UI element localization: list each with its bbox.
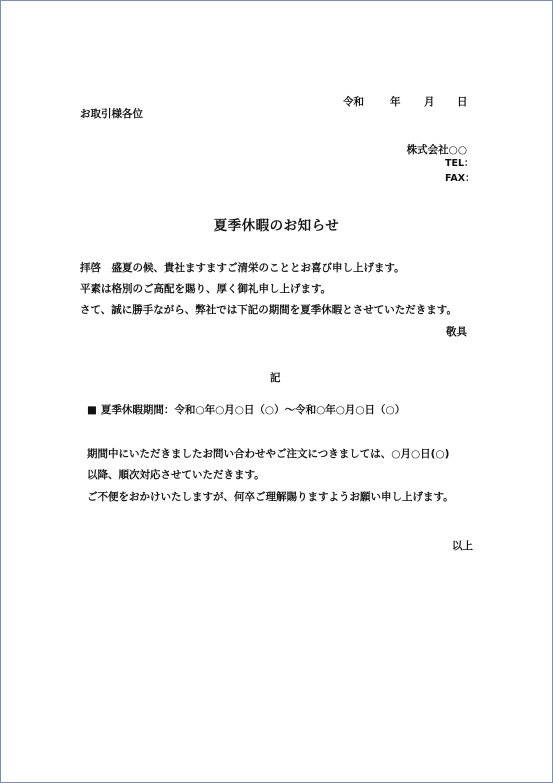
holiday-period xyxy=(87,403,405,417)
page-title: 夏季休暇のお知らせ xyxy=(213,218,340,234)
date-month: 月 xyxy=(424,96,435,108)
note-line-1: 期間中にいただきましたお問い合わせやご注文につきましては、○月○日(○) xyxy=(87,448,450,460)
sender-tel: TEL： xyxy=(445,158,474,169)
greeting-line-2: 平素は格別のご高配を賜り、厚く御礼申し上げます。 xyxy=(80,283,332,295)
date-era: 令和 xyxy=(343,96,364,108)
date-year: 年 xyxy=(390,96,401,108)
sender-fax: FAX： xyxy=(445,173,475,184)
date-line xyxy=(343,94,473,108)
note-line-3: ご不便をおかけいたしますが、何卒ご理解賜りますようお願い申し上げます。 xyxy=(87,491,454,503)
date-day: 日 xyxy=(457,96,468,108)
holiday-period-text: 夏季休暇期間：令和○年○月○日（○）～令和○年○月○日（○） xyxy=(100,404,406,416)
greeting-line-3: さて、誠に勝手ながら、弊社では下記の期間を夏季休暇とさせていただきます。 xyxy=(80,304,457,316)
sender-company: 株式会社○○ xyxy=(406,144,467,156)
greeting-line-1: 拝啓 盛夏の候、貴社ますますご清栄のこととお喜び申し上げます。 xyxy=(80,262,405,274)
note-line-2: 以降、順次対応させていただきます。 xyxy=(87,469,265,481)
square-bullet-icon: ■ xyxy=(87,404,97,416)
ijo: 以上 xyxy=(452,540,473,552)
keigu: 敬具 xyxy=(446,326,467,338)
ki-heading: 記 xyxy=(270,372,281,384)
recipient: お取引様各位 xyxy=(80,108,143,120)
